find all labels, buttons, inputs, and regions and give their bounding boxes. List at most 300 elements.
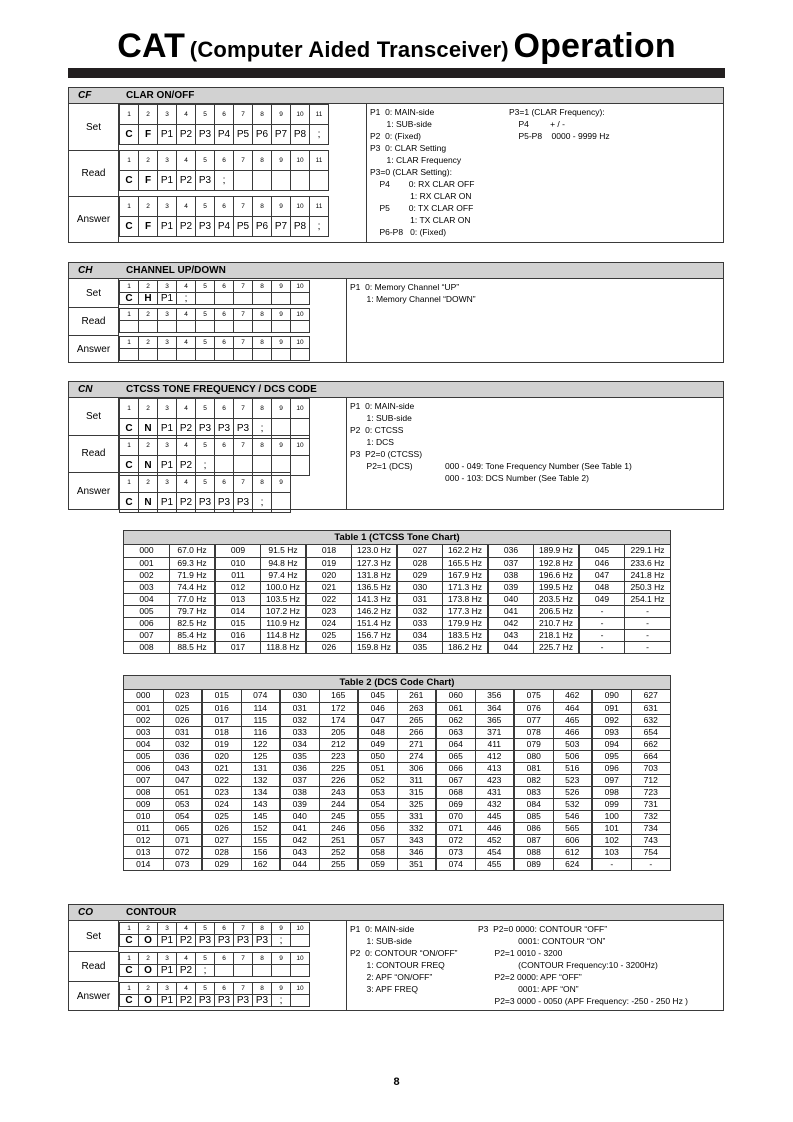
- position-number: 5: [196, 151, 215, 171]
- value-cell: 351: [397, 858, 436, 870]
- position-number: 1: [120, 337, 139, 349]
- position-number: 10: [291, 436, 310, 456]
- position-number: 2: [139, 953, 158, 965]
- value-cell: 071: [163, 834, 202, 846]
- code-cell: 072: [436, 834, 475, 846]
- value-cell: 023: [163, 690, 202, 702]
- position-number: 3: [158, 151, 177, 171]
- position-number: 3: [158, 436, 177, 456]
- param-cell: [291, 995, 310, 1007]
- value-cell: 627: [631, 690, 670, 702]
- position-number: 6: [215, 309, 234, 321]
- table-row: [124, 641, 670, 653]
- value-cell: 251: [319, 834, 358, 846]
- value-cell: 266: [397, 726, 436, 738]
- code-cell: 062: [436, 714, 475, 726]
- code-cell: 034: [397, 629, 443, 641]
- position-number: 10: [291, 953, 310, 965]
- param-cell: P3: [253, 995, 272, 1007]
- table-row: [124, 822, 670, 834]
- code-cell: 036: [280, 762, 319, 774]
- param-cell: C: [120, 217, 139, 237]
- answer-command-grid: [119, 472, 291, 513]
- row-label-read: Read: [69, 951, 119, 981]
- value-cell: 051: [163, 786, 202, 798]
- code-cell: 044: [488, 641, 534, 653]
- param-cell: [234, 965, 253, 977]
- position-number: 8: [253, 105, 272, 125]
- position-number: 7: [234, 309, 253, 321]
- table-title: Table 1 (CTCSS Tone Chart): [124, 531, 670, 545]
- position-number: 10: [291, 309, 310, 321]
- param-cell: [234, 171, 253, 191]
- position-number: 5: [196, 983, 215, 995]
- position-number: 1: [120, 309, 139, 321]
- row-label-answer: Answer: [69, 335, 119, 363]
- value-cell: 371: [475, 726, 514, 738]
- value-cell: 118.8 Hz: [261, 641, 307, 653]
- code-cell: 008: [124, 641, 170, 653]
- position-number: 7: [234, 337, 253, 349]
- position-number: 6: [215, 923, 234, 935]
- code-cell: 026: [202, 822, 241, 834]
- code-cell: 002: [124, 714, 163, 726]
- parameter-notes-right: P3=1 (CLAR Frequency): P4 + / - P5-P8 0000 - 9999 Hz: [509, 107, 610, 141]
- value-cell: 218.1 Hz: [534, 629, 580, 641]
- code-cell: 017: [215, 641, 261, 653]
- value-cell: 156.7 Hz: [352, 629, 398, 641]
- position-number: 1: [120, 197, 139, 217]
- param-cell: [215, 349, 234, 361]
- code-cell: 029: [397, 569, 443, 581]
- code-cell: 028: [202, 846, 241, 858]
- value-cell: 199.5 Hz: [534, 581, 580, 593]
- answer-command-grid: [119, 336, 310, 361]
- position-number: 7: [234, 953, 253, 965]
- row-label-answer: Answer: [69, 981, 119, 1011]
- param-cell: P2: [177, 995, 196, 1007]
- param-cell: P6: [253, 217, 272, 237]
- code-cell: 089: [514, 858, 553, 870]
- code-cell: 065: [436, 750, 475, 762]
- param-cell: [196, 293, 215, 305]
- value-cell: 346: [397, 846, 436, 858]
- code-cell: 080: [514, 750, 553, 762]
- row-label-set: Set: [69, 921, 119, 951]
- value-cell: 132: [241, 774, 280, 786]
- code-cell: 079: [514, 738, 553, 750]
- code-cell: 084: [514, 798, 553, 810]
- code-cell: 038: [488, 569, 534, 581]
- value-cell: 503: [553, 738, 592, 750]
- position-number: 7: [234, 151, 253, 171]
- code-cell: 085: [514, 810, 553, 822]
- table-row: [124, 798, 670, 810]
- value-cell: 107.2 Hz: [261, 605, 307, 617]
- code-cell: 030: [280, 690, 319, 702]
- value-cell: 192.8 Hz: [534, 557, 580, 569]
- code-cell: 043: [280, 846, 319, 858]
- value-cell: 97.4 Hz: [261, 569, 307, 581]
- section-header: [69, 263, 723, 279]
- value-cell: 212: [319, 738, 358, 750]
- value-cell: 464: [553, 702, 592, 714]
- position-number: 10: [291, 151, 310, 171]
- position-number: 4: [177, 337, 196, 349]
- position-number: 2: [139, 105, 158, 125]
- code-cell: 056: [358, 822, 397, 834]
- param-cell: P1: [158, 456, 177, 476]
- code-cell: -: [579, 605, 625, 617]
- code-cell: 018: [306, 545, 352, 557]
- code-cell: 029: [202, 858, 241, 870]
- param-cell: [234, 293, 253, 305]
- code-cell: 006: [124, 762, 163, 774]
- position-number: 5: [196, 281, 215, 293]
- position-number: 3: [158, 281, 177, 293]
- code-cell: 101: [592, 822, 631, 834]
- value-cell: 466: [553, 726, 592, 738]
- code-cell: 019: [202, 738, 241, 750]
- position-number: 8: [253, 197, 272, 217]
- code-cell: 052: [358, 774, 397, 786]
- code-cell: 057: [358, 834, 397, 846]
- code-cell: 032: [280, 714, 319, 726]
- position-number: 7: [234, 983, 253, 995]
- value-cell: 053: [163, 798, 202, 810]
- param-cell: P5: [234, 125, 253, 145]
- value-cell: 311: [397, 774, 436, 786]
- code-cell: 040: [488, 593, 534, 605]
- param-cell: ;: [310, 125, 329, 145]
- code-cell: 025: [202, 810, 241, 822]
- param-cell: ;: [272, 935, 291, 947]
- code-cell: 093: [592, 726, 631, 738]
- code-cell: 015: [215, 617, 261, 629]
- value-cell: 331: [397, 810, 436, 822]
- section-header: [69, 382, 723, 398]
- param-cell: [272, 349, 291, 361]
- value-cell: 155: [241, 834, 280, 846]
- code-cell: 010: [124, 810, 163, 822]
- row-label-answer: Answer: [69, 472, 119, 510]
- command-section-ch: [68, 262, 724, 363]
- value-cell: 261: [397, 690, 436, 702]
- param-cell: [253, 293, 272, 305]
- value-cell: 546: [553, 810, 592, 822]
- value-cell: 364: [475, 702, 514, 714]
- code-cell: 066: [436, 762, 475, 774]
- code-cell: 054: [358, 798, 397, 810]
- param-cell: N: [139, 419, 158, 439]
- value-cell: 432: [475, 798, 514, 810]
- table-row: [124, 545, 670, 557]
- code-cell: 078: [514, 726, 553, 738]
- param-cell: O: [139, 995, 158, 1007]
- value-cell: 229.1 Hz: [625, 545, 671, 557]
- position-number: 2: [139, 473, 158, 493]
- value-cell: 167.9 Hz: [443, 569, 489, 581]
- section-header: [69, 88, 723, 104]
- value-cell: 177.3 Hz: [443, 605, 489, 617]
- position-number: 1: [120, 151, 139, 171]
- position-number: 2: [139, 923, 158, 935]
- param-cell: [291, 349, 310, 361]
- param-cell: P1: [158, 125, 177, 145]
- code-cell: 023: [306, 605, 352, 617]
- code-cell: -: [579, 629, 625, 641]
- position-number: 8: [253, 309, 272, 321]
- param-cell: [215, 965, 234, 977]
- param-cell: P3: [196, 217, 215, 237]
- param-cell: [215, 293, 234, 305]
- value-cell: 732: [631, 810, 670, 822]
- code-cell: 071: [436, 822, 475, 834]
- code-cell: 034: [280, 738, 319, 750]
- table-title: Table 2 (DCS Code Chart): [124, 676, 670, 690]
- position-number: 10: [291, 197, 310, 217]
- value-cell: 131.8 Hz: [352, 569, 398, 581]
- value-cell: 025: [163, 702, 202, 714]
- value-cell: 203.5 Hz: [534, 593, 580, 605]
- code-cell: 025: [306, 629, 352, 641]
- param-cell: P7: [272, 217, 291, 237]
- value-cell: 206.5 Hz: [534, 605, 580, 617]
- position-number: 4: [177, 309, 196, 321]
- value-cell: 723: [631, 786, 670, 798]
- code-cell: 031: [280, 702, 319, 714]
- position-number: 8: [253, 281, 272, 293]
- value-cell: 306: [397, 762, 436, 774]
- code-cell: 000: [124, 690, 163, 702]
- position-number: 9: [272, 337, 291, 349]
- param-cell: [158, 349, 177, 361]
- code-cell: 068: [436, 786, 475, 798]
- code-cell: 043: [488, 629, 534, 641]
- code-cell: 022: [306, 593, 352, 605]
- code-cell: 048: [579, 581, 625, 593]
- code-cell: -: [579, 641, 625, 653]
- position-number: 6: [215, 105, 234, 125]
- position-number: 3: [158, 309, 177, 321]
- value-cell: 94.8 Hz: [261, 557, 307, 569]
- value-cell: 731: [631, 798, 670, 810]
- table-row: [124, 629, 670, 641]
- param-cell: P2: [177, 965, 196, 977]
- position-number: 4: [177, 436, 196, 456]
- code-cell: 018: [202, 726, 241, 738]
- code-cell: 040: [280, 810, 319, 822]
- ctcss-tone-chart: [123, 530, 671, 654]
- value-cell: 189.9 Hz: [534, 545, 580, 557]
- param-cell: P3: [196, 493, 215, 513]
- value-cell: 631: [631, 702, 670, 714]
- value-cell: 250.3 Hz: [625, 581, 671, 593]
- position-number: 2: [139, 436, 158, 456]
- position-number: 6: [215, 197, 234, 217]
- code-cell: 047: [358, 714, 397, 726]
- param-cell: C: [120, 935, 139, 947]
- param-cell: H: [139, 293, 158, 305]
- param-cell: [196, 349, 215, 361]
- code-cell: 076: [514, 702, 553, 714]
- code-cell: 091: [592, 702, 631, 714]
- value-cell: 047: [163, 774, 202, 786]
- value-cell: 523: [553, 774, 592, 786]
- code-cell: 021: [202, 762, 241, 774]
- table-row: [124, 702, 670, 714]
- command-name: CTCSS TONE FREQUENCY / DCS CODE: [126, 384, 317, 395]
- position-number: 10: [291, 923, 310, 935]
- code-cell: 063: [436, 726, 475, 738]
- read-command-grid: [119, 308, 310, 333]
- param-cell: P8: [291, 125, 310, 145]
- code-cell: 011: [215, 569, 261, 581]
- param-cell: P2: [177, 217, 196, 237]
- position-number: 2: [139, 151, 158, 171]
- value-cell: 263: [397, 702, 436, 714]
- value-cell: 252: [319, 846, 358, 858]
- value-cell: 452: [475, 834, 514, 846]
- code-cell: 064: [436, 738, 475, 750]
- code-cell: 069: [436, 798, 475, 810]
- value-cell: 445: [475, 810, 514, 822]
- code-cell: 103: [592, 846, 631, 858]
- value-cell: 365: [475, 714, 514, 726]
- value-cell: 225: [319, 762, 358, 774]
- code-cell: 031: [397, 593, 443, 605]
- value-cell: 036: [163, 750, 202, 762]
- position-number: 6: [215, 983, 234, 995]
- code-cell: 006: [124, 617, 170, 629]
- position-number: 1: [120, 399, 139, 419]
- value-cell: 159.8 Hz: [352, 641, 398, 653]
- value-cell: 606: [553, 834, 592, 846]
- param-cell: P8: [291, 217, 310, 237]
- position-number: 1: [120, 105, 139, 125]
- set-command-grid: [119, 280, 310, 305]
- code-cell: 033: [280, 726, 319, 738]
- param-cell: P7: [272, 125, 291, 145]
- command-section-cf: [68, 87, 724, 243]
- code-cell: 023: [202, 786, 241, 798]
- set-command-grid: [119, 922, 310, 947]
- value-cell: 455: [475, 858, 514, 870]
- param-cell: P2: [177, 493, 196, 513]
- command-code: CO: [78, 907, 93, 918]
- param-cell: P3: [234, 419, 253, 439]
- position-number: 7: [234, 923, 253, 935]
- value-cell: 032: [163, 738, 202, 750]
- value-cell: 71.9 Hz: [170, 569, 216, 581]
- table-row: [124, 774, 670, 786]
- value-cell: 072: [163, 846, 202, 858]
- code-cell: 097: [592, 774, 631, 786]
- position-number: 6: [215, 436, 234, 456]
- param-cell: [234, 321, 253, 333]
- param-cell: P3: [196, 419, 215, 439]
- value-cell: 210.7 Hz: [534, 617, 580, 629]
- set-command-grid: [119, 398, 310, 439]
- value-cell: 332: [397, 822, 436, 834]
- table-row: [124, 593, 670, 605]
- code-cell: 059: [358, 858, 397, 870]
- value-cell: 315: [397, 786, 436, 798]
- param-cell: [196, 321, 215, 333]
- code-cell: 061: [436, 702, 475, 714]
- position-number: 8: [253, 337, 272, 349]
- code-cell: 010: [215, 557, 261, 569]
- code-cell: 024: [306, 617, 352, 629]
- position-number: 4: [177, 953, 196, 965]
- value-cell: 506: [553, 750, 592, 762]
- code-cell: 070: [436, 810, 475, 822]
- position-number: 8: [253, 151, 272, 171]
- position-number: 4: [177, 473, 196, 493]
- position-number: 10: [291, 983, 310, 995]
- row-label-set: Set: [69, 104, 119, 150]
- row-label-set: Set: [69, 279, 119, 307]
- table-row: [124, 846, 670, 858]
- value-cell: 754: [631, 846, 670, 858]
- value-cell: 073: [163, 858, 202, 870]
- value-cell: 127.3 Hz: [352, 557, 398, 569]
- param-cell: [120, 321, 139, 333]
- position-number: 4: [177, 105, 196, 125]
- param-cell: C: [120, 493, 139, 513]
- param-cell: P3: [196, 125, 215, 145]
- parameter-notes: P1 0: Memory Channel “UP” 1: Memory Channel “DOWN”: [350, 282, 476, 304]
- code-cell: 013: [124, 846, 163, 858]
- code-cell: 026: [306, 641, 352, 653]
- code-cell: 021: [306, 581, 352, 593]
- table-row: [124, 714, 670, 726]
- value-cell: 77.0 Hz: [170, 593, 216, 605]
- row-label-read: Read: [69, 435, 119, 472]
- position-number: 6: [215, 281, 234, 293]
- code-cell: 053: [358, 786, 397, 798]
- value-cell: 143: [241, 798, 280, 810]
- row-label-answer: Answer: [69, 196, 119, 243]
- parameter-notes: P1 0: MAIN-side 1: SUB-side P2 0: CTCSS 1: DCS P3 P2=0 (CTCSS) P2=1 (DCS): [350, 401, 423, 471]
- value-cell: 141.3 Hz: [352, 593, 398, 605]
- parameter-notes: P1 0: MAIN-side 1: SUB-side P2 0: (Fixed) P3 0: CLAR Setting 1: CLAR Frequency P3=0 (CLAR Setting): P4 0: RX CLAR OFF 1: RX CLAR ON P5 0: TX CLAR OFF 1: TX CLAR ON P6-P8 0: (Fixed): [370, 107, 475, 237]
- value-cell: 054: [163, 810, 202, 822]
- position-number: 8: [253, 473, 272, 493]
- page-number: 8: [393, 1076, 400, 1088]
- param-cell: C: [120, 171, 139, 191]
- code-cell: 058: [358, 846, 397, 858]
- table-row: [124, 738, 670, 750]
- command-name: CONTOUR: [126, 907, 177, 918]
- position-number: 8: [253, 436, 272, 456]
- position-number: 11: [310, 197, 329, 217]
- code-cell: 022: [202, 774, 241, 786]
- code-cell: 096: [592, 762, 631, 774]
- value-cell: 664: [631, 750, 670, 762]
- value-cell: 69.3 Hz: [170, 557, 216, 569]
- value-cell: 565: [553, 822, 592, 834]
- answer-command-grid: [119, 982, 310, 1007]
- position-number: 9: [272, 473, 291, 493]
- position-number: 2: [139, 337, 158, 349]
- value-cell: 274: [397, 750, 436, 762]
- code-cell: 095: [592, 750, 631, 762]
- row-label-set: Set: [69, 398, 119, 435]
- param-cell: O: [139, 935, 158, 947]
- value-cell: 116: [241, 726, 280, 738]
- param-cell: ;: [272, 995, 291, 1007]
